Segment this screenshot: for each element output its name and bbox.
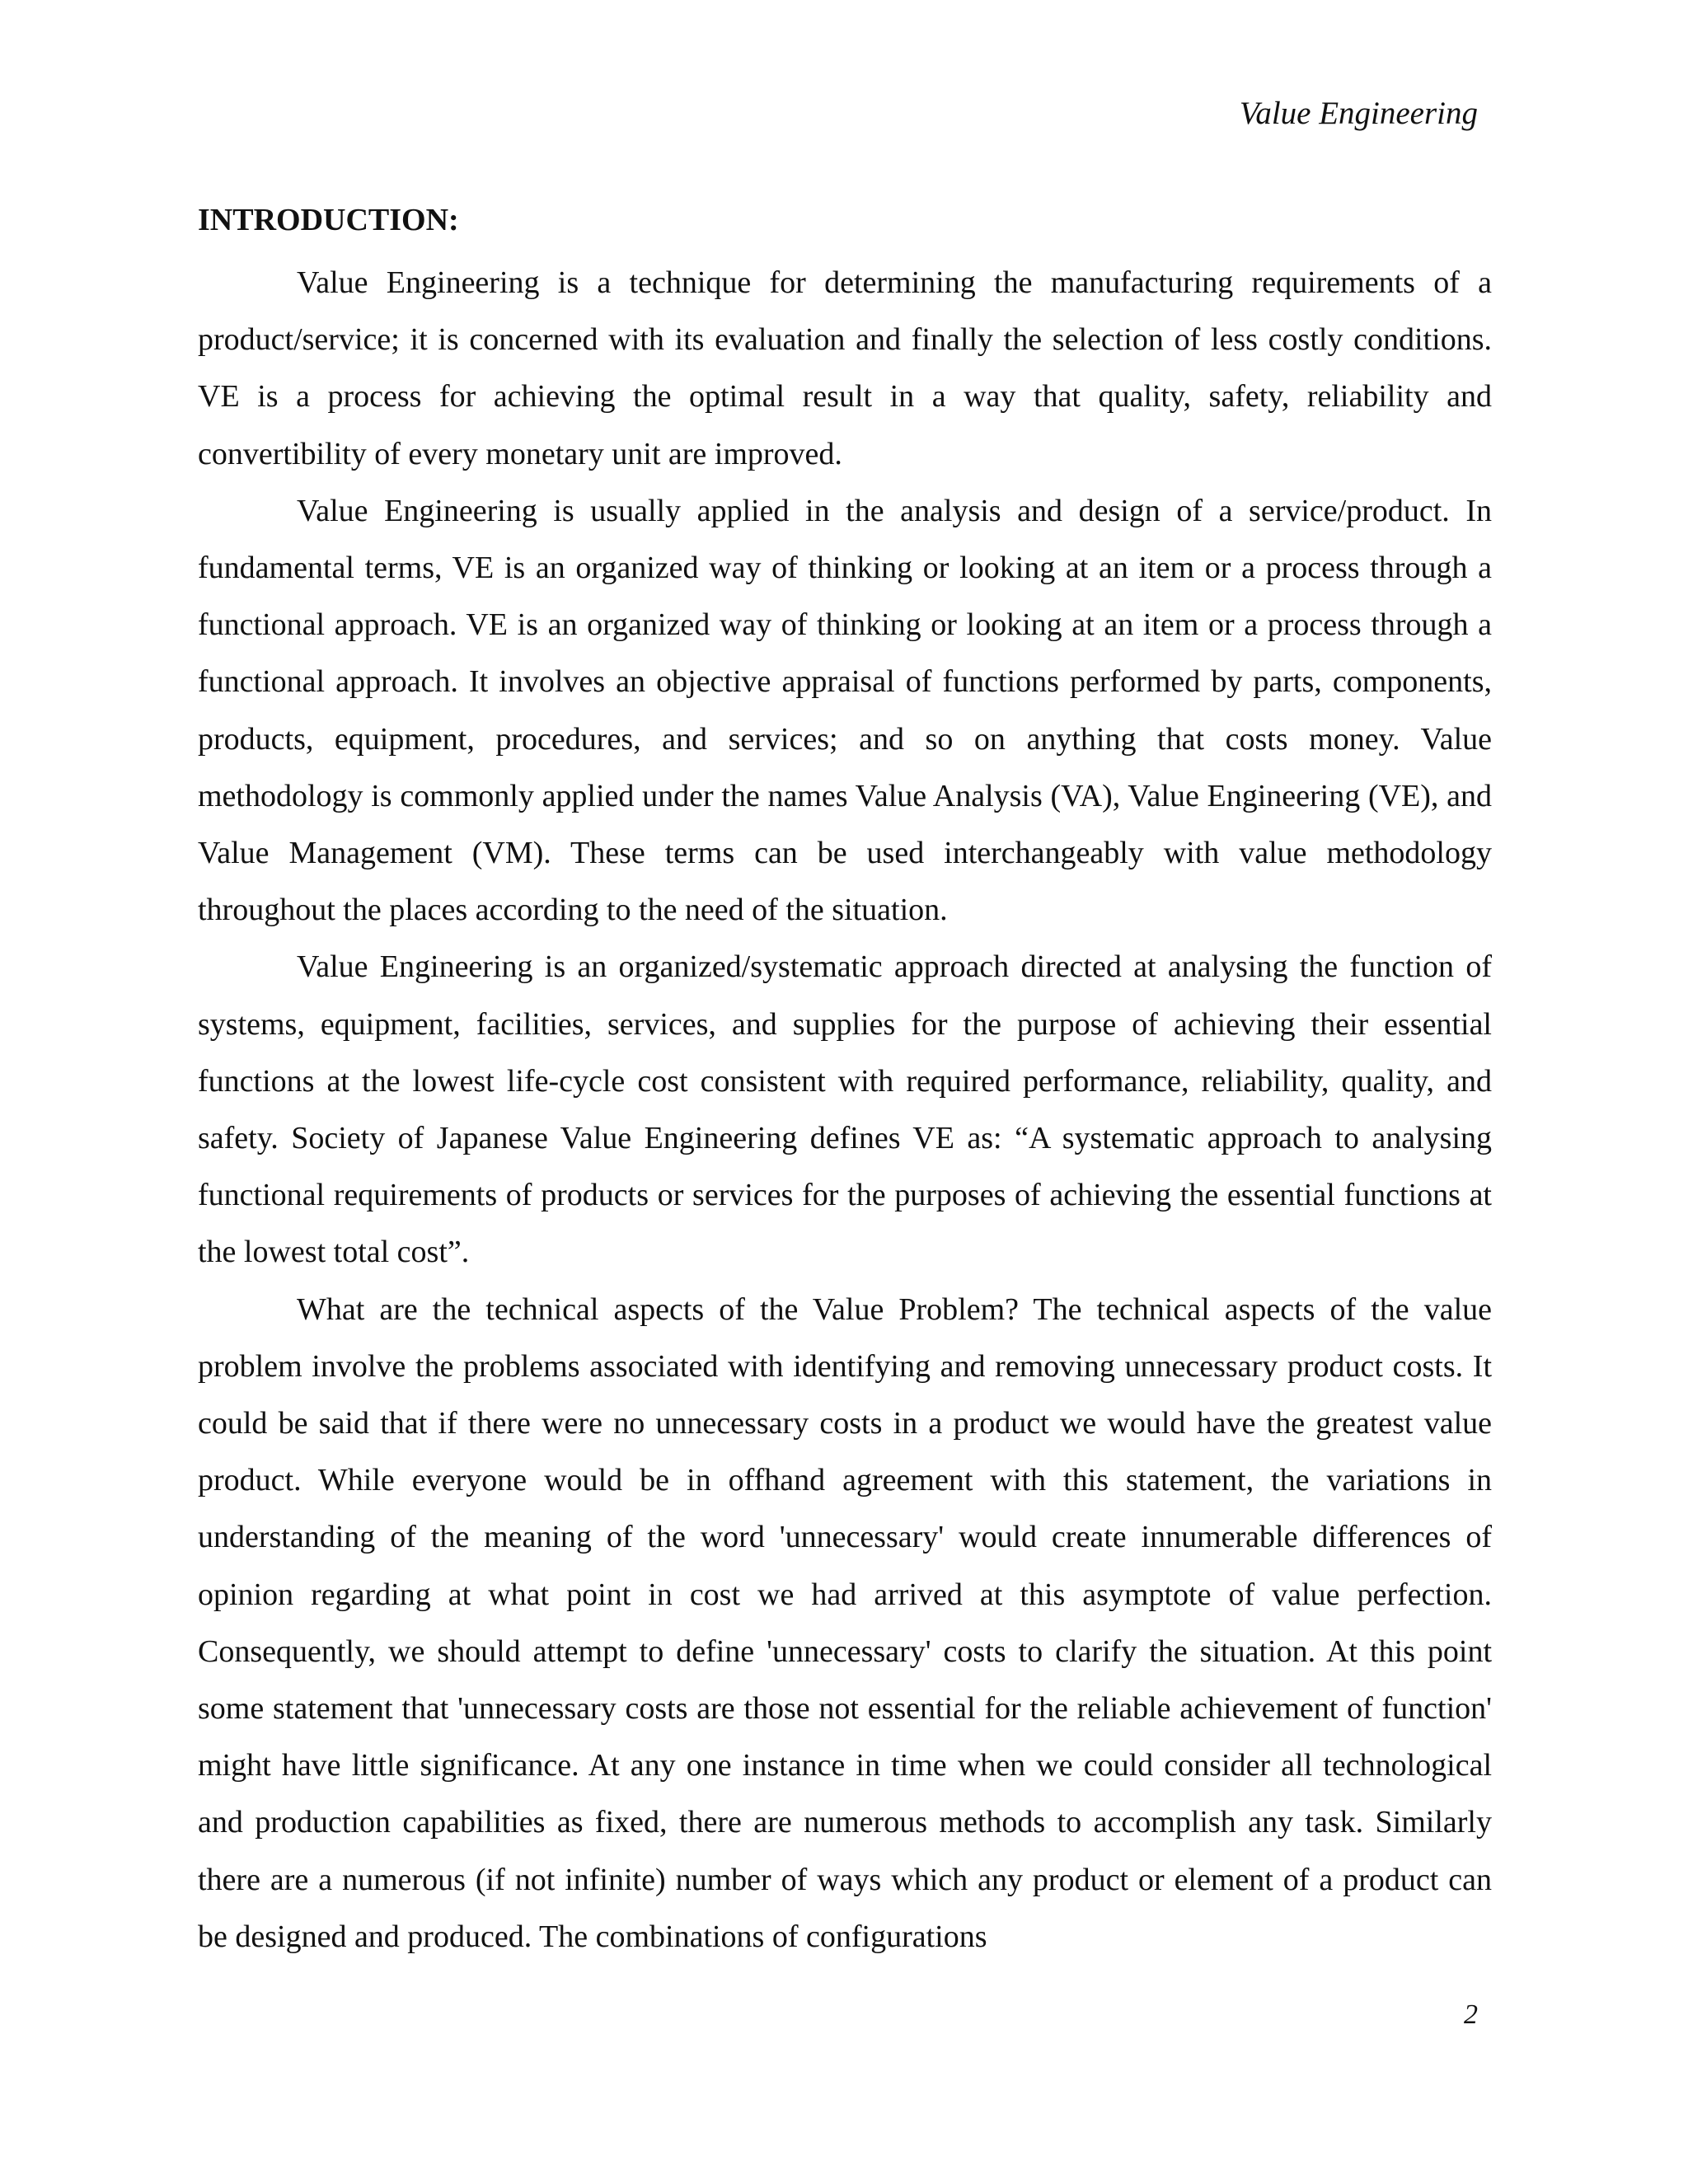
paragraph: What are the technical aspects of the Value Problem? The technical aspects of the value problem involve the problems associated with identifying and removing unnecessary product costs. It could be said that if there were no unnecessary costs in a product we would have the greatest value product. While everyone would be in offhand agreement with this statement, the variations in understanding of the meaning of the word 'unnecessary' would create innumerable differences of opinion regarding at what point in cost we had arrived at this asymptote of value perfection. Consequently, we should attempt to define 'unnecessary' costs to clarify the situation. At this point some statement that 'unnecessary costs are those not essential for the reliable achievement of function' might have little significance. At any one instance in time when we could consider all technological and production capabilities as fixed, there are numerous methods to accomplish any task. Similarly there are a numerous (if not infinite) number of ways which any product or element of a product can be designed and produced. The combinations of configurations bbox=[198, 1291, 1492, 1954]
section-heading: INTRODUCTION: bbox=[198, 203, 459, 237]
paragraph: Value Engineering is usually applied in the analysis and design of a service/product. In fundamental terms, VE is an organized way of thinking or looking at an item or a process through a functional approach. VE is an organized way of thinking or looking at an item or a process through a functional approach. It involves an objective appraisal of functions performed by parts, components, products, equipment, procedures, and services; and so on anything that costs money. Value methodology is commonly applied under the names Value Analysis (VA), Value Engineering (VE), and Value Management (VM). These terms can be used interchangeably with value methodology throughout the places according to the need of the situation. bbox=[198, 493, 1492, 928]
paragraph: Value Engineering is a technique for determining the manufacturing requirements of a product/service; it is concerned with its evaluation and finally the selection of less costly conditions. VE is a process for achieving the optimal result in a way that quality, safety, reliability and convertibility of every monetary unit are improved. bbox=[198, 265, 1492, 471]
running-header-title: Value Engineering bbox=[1239, 96, 1478, 131]
paragraph: Value Engineering is an organized/systematic approach directed at analysing the function of systems, equipment, facilities, services, and supplies for the purpose of achieving their essential functions at the lowest life-cycle cost consistent with required performance, reliability, quality, and safety. Society of Japanese Value Engineering defines VE as: “A systematic approach to analysing functional requirements of products or services for the purposes of achieving the essential functions at the lowest total cost”. bbox=[198, 949, 1492, 1270]
document-body bbox=[198, 202, 1492, 1966]
page-number: 2 bbox=[1464, 1999, 1478, 2030]
